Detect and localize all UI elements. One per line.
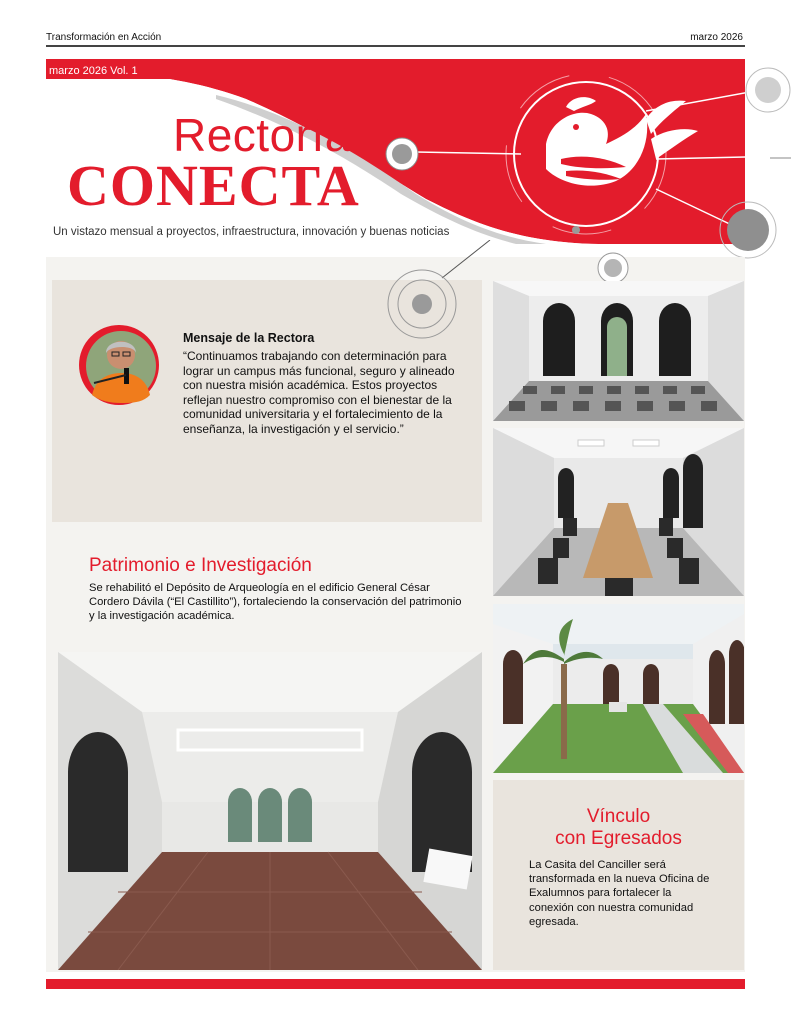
photo-courtyard — [493, 604, 744, 773]
decorative-circles-right — [700, 60, 791, 275]
footer-bar — [46, 979, 745, 989]
hall-photo — [58, 652, 482, 970]
masthead-tagline: Un vistazo mensual a proyectos, infraestructura, innovación y buenas noticias — [53, 226, 450, 238]
masthead-title-bottom: CONECTA — [67, 153, 360, 218]
running-header-date: marzo 2026 — [690, 32, 743, 43]
heritage-text: Se rehabilitó el Depósito de Arqueología en el edificio General César Cordero Dávila (“El Castillito”), fortaleciendo la conservación del patrimonio y la investigación académica. — [89, 582, 462, 622]
issue-label: marzo 2026 Vol. 1 — [46, 63, 169, 79]
running-header-left: Transformación en Acción — [46, 32, 162, 43]
message-quote: “Continuamos trabajando con determinación para lograr un campus más funcional, seguro y alineado con nuestra misión académica. Estos proyectos reflejan nuestro compromiso con el bienestar de la comunidad universitaria y el fortalecimiento de la enseñanza, la investigación y el servicio.” — [183, 349, 455, 436]
rector-avatar — [74, 323, 164, 405]
photo-conference-room — [493, 428, 744, 596]
masthead-title-top: Rectoría — [173, 109, 351, 161]
header-rule — [46, 45, 745, 47]
message-title: Mensaje de la Rectora — [183, 331, 315, 345]
heritage-heading: Patrimonio e Investigación — [89, 555, 312, 576]
photo-archways — [493, 281, 744, 421]
decorative-circles-center — [370, 240, 500, 340]
alumni-heading — [493, 806, 744, 850]
alumni-heading-line1: Vínculo — [586, 806, 651, 827]
alumni-text: La Casita del Canciller será transformada en la nueva Oficina de Exalumnos para fortalecer la conexión con nuestra comunidad egresada. — [529, 859, 710, 928]
alumni-heading-line2: con Egresados — [555, 828, 682, 849]
